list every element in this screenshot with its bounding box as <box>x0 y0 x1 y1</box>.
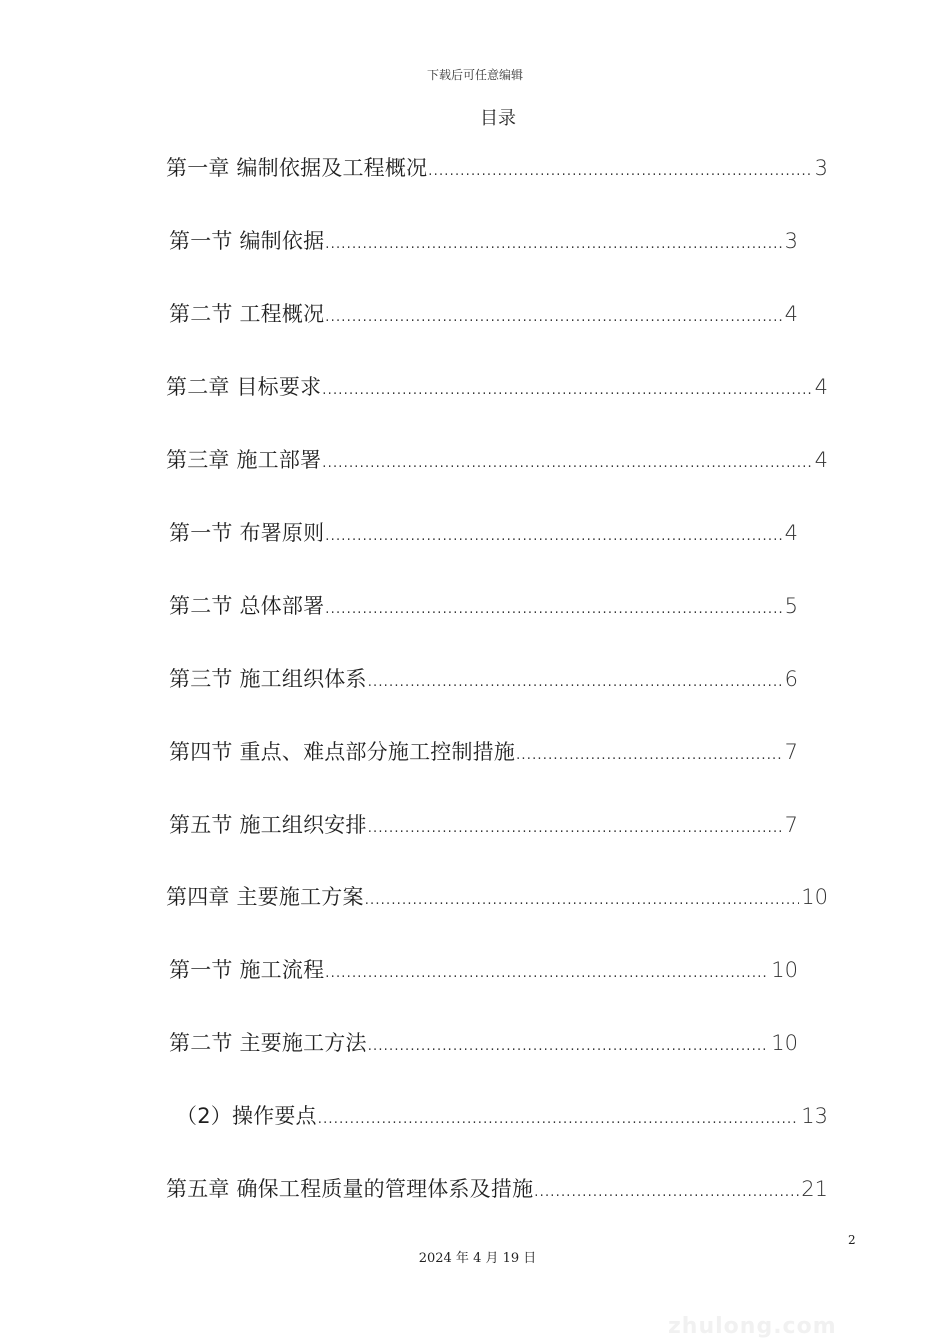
dot-leader <box>428 158 812 186</box>
dot-leader <box>516 742 783 770</box>
dot-leader <box>534 1179 799 1207</box>
toc-entry-page: 21 <box>801 1177 828 1201</box>
page-number: 2 <box>848 1233 856 1247</box>
toc-entry-label: 第二章 目标要求 <box>166 375 322 399</box>
toc-entry-label: 第五章 确保工程质量的管理体系及措施 <box>166 1177 534 1201</box>
dot-leader <box>368 815 783 843</box>
dot-leader <box>325 231 782 259</box>
toc-entry-section-3-1[interactable] <box>169 519 798 547</box>
toc-entry-page: 10 <box>771 1031 798 1055</box>
toc-entry-page: 4 <box>814 375 828 399</box>
toc-entry-page: 3 <box>814 156 828 180</box>
toc-entry-page: 4 <box>784 302 798 326</box>
toc-entry-label: 第二节 总体部署 <box>169 594 325 618</box>
toc-entry-label: （2）操作要点 <box>176 1104 317 1128</box>
toc-entry-section-3-5[interactable] <box>169 811 798 839</box>
toc-entry-page: 4 <box>814 448 828 472</box>
dot-leader <box>325 523 782 551</box>
toc-entry-chapter-2[interactable] <box>166 373 828 401</box>
toc-entry-label: 第五节 施工组织安排 <box>169 813 367 837</box>
dot-leader <box>322 377 812 405</box>
toc-entry-label: 第四章 主要施工方案 <box>166 885 364 909</box>
toc-entry-label: 第四节 重点、难点部分施工控制措施 <box>169 740 516 764</box>
toc-entry-label: 第一章 编制依据及工程概况 <box>166 156 428 180</box>
toc-entry-page: 4 <box>784 521 798 545</box>
toc-entry-section-4-2[interactable] <box>169 1029 798 1057</box>
toc-entry-page: 5 <box>784 594 798 618</box>
toc-entry-page: 7 <box>784 813 798 837</box>
toc-entry-page: 10 <box>801 885 828 909</box>
dot-leader <box>318 1106 800 1134</box>
toc-entry-chapter-1[interactable] <box>166 154 828 182</box>
dot-leader <box>325 304 782 332</box>
toc-entry-section-1-1[interactable] <box>169 227 798 255</box>
toc-entry-section-3-4[interactable] <box>169 738 798 766</box>
dot-leader <box>365 887 800 915</box>
toc-entry-label: 第二节 主要施工方法 <box>169 1031 367 1055</box>
toc-entry-section-4-1[interactable] <box>169 956 798 984</box>
dot-leader <box>368 669 783 697</box>
dot-leader <box>322 450 812 478</box>
toc-entry-label: 第三节 施工组织体系 <box>169 667 367 691</box>
toc-entry-page: 3 <box>784 229 798 253</box>
toc-entry-section-1-2[interactable] <box>169 300 798 328</box>
toc-entry-page: 7 <box>784 740 798 764</box>
toc-entry-chapter-5[interactable] <box>166 1175 828 1203</box>
watermark: zhulong.com <box>668 1314 837 1339</box>
footer-date: 2024 年 4 月 19 日 <box>418 1251 537 1266</box>
dot-leader <box>325 960 769 988</box>
toc-title: 目录 <box>480 108 516 129</box>
toc-entry-label: 第一节 布署原则 <box>169 521 325 545</box>
toc-entry-chapter-3[interactable] <box>166 446 828 474</box>
toc-entry-subsection-operation-points[interactable] <box>176 1102 828 1130</box>
toc-entry-section-3-2[interactable] <box>169 592 798 620</box>
toc-entry-page: 6 <box>784 667 798 691</box>
toc-entry-section-3-3[interactable] <box>169 665 798 693</box>
toc-entry-label: 第二节 工程概况 <box>169 302 325 326</box>
toc-entry-page: 10 <box>771 958 798 982</box>
dot-leader <box>325 596 782 624</box>
toc-entry-label: 第三章 施工部署 <box>166 448 322 472</box>
toc-entry-chapter-4[interactable] <box>166 883 828 911</box>
page-header: 下载后可任意编辑 <box>426 68 523 82</box>
toc-entry-label: 第一节 编制依据 <box>169 229 325 253</box>
toc-entry-label: 第一节 施工流程 <box>169 958 325 982</box>
dot-leader <box>368 1033 770 1061</box>
toc-entry-page: 13 <box>801 1104 828 1128</box>
